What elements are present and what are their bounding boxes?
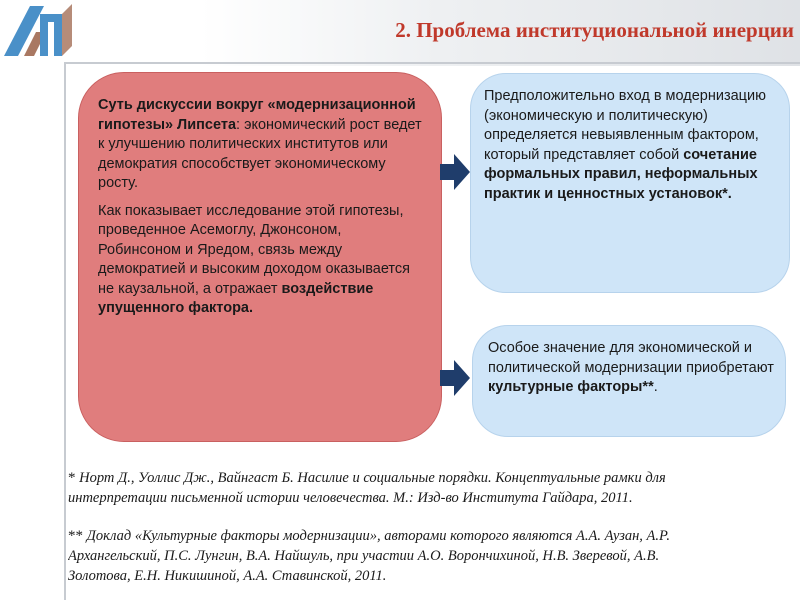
logo-mark: [4, 4, 72, 56]
footnote-1-line-1: [68, 468, 800, 488]
thesis-text: [98, 96, 428, 319]
divider-vertical: [64, 62, 66, 600]
footnote-2-text-1: Доклад «Культурные факторы модернизации», авторами которого являются А.А. Аузан, А.Р.: [86, 528, 671, 544]
footnote-1-line-2: интерпретации письменной истории человечества. М.: Изд-во Института Гайдара, 2011.: [68, 490, 633, 506]
thesis-paragraph-1: [98, 96, 428, 194]
divider-horizontal: [64, 62, 800, 64]
hypothesis-body: Предположительно вход в модернизацию (экономическую и политическую) определяется невыявленным фактором, который представляет собой: [484, 88, 766, 163]
culture-highlight: культурные факторы**: [488, 379, 654, 395]
thesis-body-2: Как показывает исследование этой гипотезы, проведенное Асемоглу, Джонсоном, Робинсоном и Яредом, связь между демократией и высоким доходом оказывается не каузальной, а отражает: [98, 202, 410, 297]
thesis-conclusion: воздействие упущенного фактора.: [98, 280, 374, 316]
culture-body: Особое значение для экономической и политической модернизации приобретают: [488, 340, 774, 376]
thesis-body-1: : экономический рост ведет к улучшению политических институтов или демократия способствует экономическому росту.: [98, 116, 422, 191]
footnote-1: [68, 468, 800, 508]
arrow-right-icon: [440, 360, 470, 396]
footnote-1-mark: *: [68, 470, 76, 486]
culture-tail: .: [653, 379, 658, 395]
hypothesis-highlight: сочетание формальных правил, неформальных практик и ценностных установок*.: [484, 146, 758, 202]
footnote-2: [68, 526, 800, 586]
footnote-2-line-1: [68, 526, 800, 546]
page-title: 2. Проблема институциональной инерции: [395, 18, 794, 42]
arrow-right-icon: [440, 154, 470, 190]
footnote-1-text-1: Норт Д., Уоллис Дж., Вайнгаст Б. Насилие и социальные порядки. Концептуальные рамки для: [79, 470, 666, 486]
footnote-2-line-2: Архангельский, П.С. Лунгин, В.А. Найшуль, при участии А.О. Ворончихиной, Н.В. Зверевой, А.В.: [68, 548, 660, 564]
logo: [0, 0, 80, 62]
thesis-heading: Суть дискуссии вокруг «модернизационной гипотезы» Липсета: [98, 97, 416, 133]
culture-text: [488, 339, 788, 398]
footnote-2-mark: **: [68, 528, 83, 544]
thesis-paragraph-2: [98, 202, 428, 319]
hypothesis-text: [484, 87, 776, 204]
footnote-2-line-3: Золотова, Е.Н. Никишиной, А.А. Ставинской, 2011.: [68, 568, 387, 584]
